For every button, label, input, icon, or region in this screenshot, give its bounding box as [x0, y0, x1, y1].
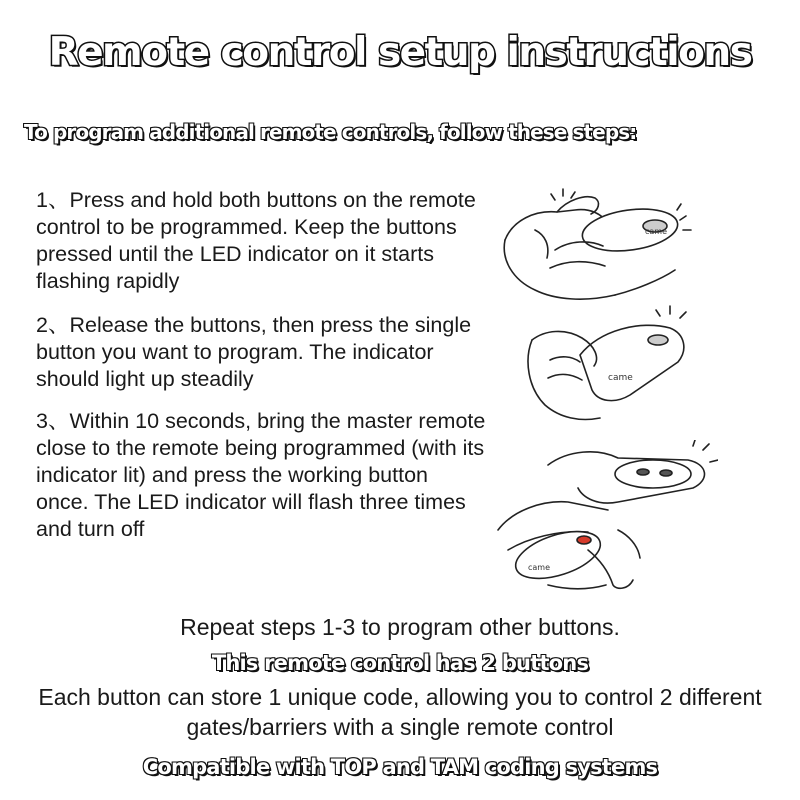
step-1	[36, 187, 486, 295]
remote-label: came	[528, 563, 551, 572]
remote-label: came	[608, 373, 633, 383]
step-text: Release the buttons, then press the single button you want to program. The indicator should light up steadily	[36, 313, 472, 391]
compatibility-banner: Compatible with TOP and TAM coding systems	[142, 755, 658, 779]
step-number: 1、	[36, 188, 70, 212]
code-storage-note: Each button can store 1 unique code, allowing you to control 2 different gates/barriers with a single remote control	[38, 684, 762, 740]
page-subtitle: To program additional remote controls, follow these steps:	[24, 120, 637, 144]
repeat-instruction: Repeat steps 1-3 to program other buttons.	[180, 614, 620, 640]
step-3	[36, 408, 486, 543]
step-number: 2、	[36, 313, 70, 337]
step-number: 3、	[36, 409, 70, 433]
step-2	[36, 312, 486, 393]
hand-pressing-both-buttons-icon	[495, 180, 695, 310]
hand-pressing-single-button-icon	[520, 300, 695, 425]
page-title: Remote control setup instructions	[48, 30, 752, 75]
buttons-count-banner: This remote control has 2 buttons	[211, 651, 589, 675]
remote-label: came	[645, 227, 668, 236]
step-text: Within 10 seconds, bring the master remote close to the remote being programmed (with its indicator lit) and press the working button once. The LED indicator will flash three times and turn off	[36, 409, 486, 541]
step-text: Press and hold both buttons on the remote control to be programmed. Keep the buttons pressed until the LED indicator on it starts flashing rapidly	[36, 188, 476, 293]
two-remotes-close-together-icon	[488, 440, 718, 595]
